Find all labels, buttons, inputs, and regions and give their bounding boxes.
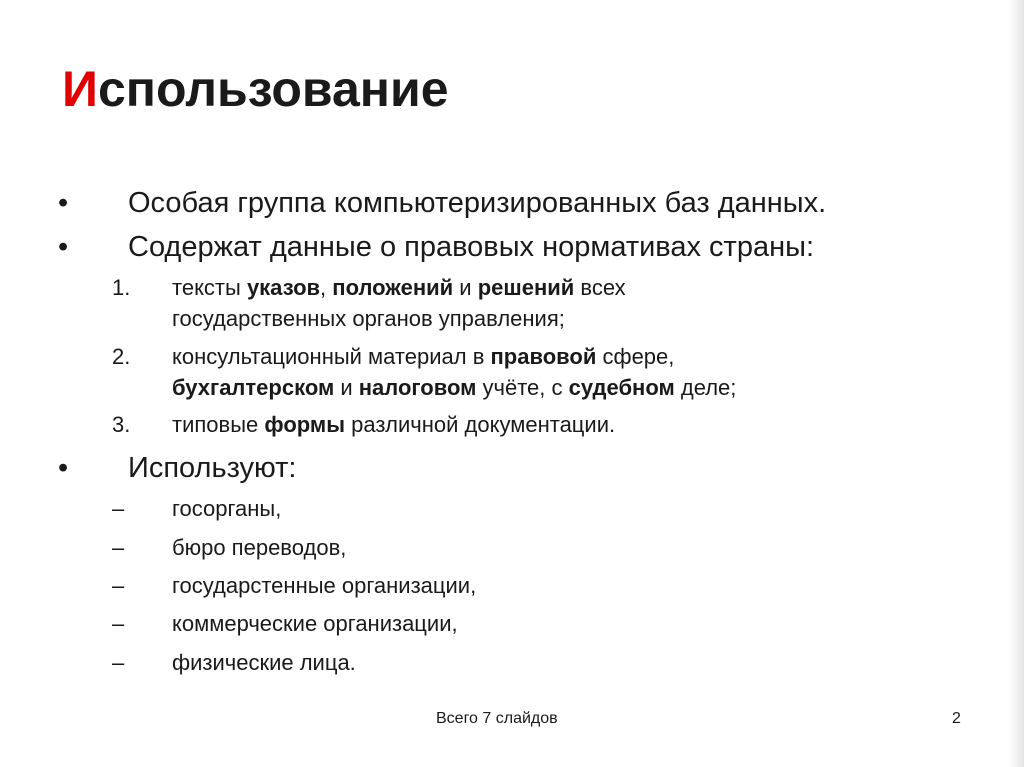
text: , (320, 275, 333, 300)
text: деле; (674, 375, 737, 400)
numbered-item-line (172, 274, 626, 302)
dash-marker: – (112, 535, 125, 560)
numbered-item-line (172, 411, 615, 439)
footer-slide-count: Всего 7 слайдов (436, 710, 558, 727)
user-item: коммерческие организации, (172, 611, 458, 636)
bold-term: бухгалтерском (172, 375, 335, 400)
bold-term: правовой (490, 344, 597, 369)
bullet-item: Особая группа компьютеризированных баз данных. (128, 187, 827, 219)
text: и (453, 275, 478, 300)
bullet-marker: • (58, 187, 69, 219)
text: учёте, с (476, 375, 569, 400)
user-item: государстенные организации, (172, 573, 477, 598)
dash-marker: – (112, 611, 125, 636)
footer-page-number: 2 (952, 710, 961, 727)
bold-term: судебном (568, 375, 675, 400)
title-rest: спользование (97, 61, 449, 117)
user-item: бюро переводов, (172, 535, 347, 560)
bullet-marker: • (58, 452, 69, 484)
text: тексты (172, 275, 247, 300)
text: консультационный материал в (172, 344, 491, 369)
bold-term: указов (246, 275, 321, 300)
numbered-marker: 1. (112, 275, 131, 300)
bold-term: формы (264, 412, 345, 437)
numbered-marker: 2. (112, 344, 131, 369)
numbered-item-line: государственных органов управления; (172, 306, 565, 331)
bullet-marker: • (58, 231, 69, 263)
text: всех (574, 275, 626, 300)
dash-marker: – (112, 496, 125, 521)
bold-term: положений (332, 275, 454, 300)
slide-edge-shadow (1008, 0, 1024, 767)
slide-title (62, 62, 449, 117)
title-first-letter: И (62, 61, 98, 117)
dash-marker: – (112, 573, 125, 598)
text: типовые (172, 412, 265, 437)
numbered-item-line (172, 374, 736, 402)
user-item: госорганы, (172, 496, 282, 521)
numbered-item-line (172, 343, 674, 371)
text: различной документации. (344, 412, 616, 437)
bullet-item: Используют: (128, 452, 297, 484)
dash-marker: – (112, 650, 125, 675)
bold-term: решений (477, 275, 575, 300)
numbered-marker: 3. (112, 412, 131, 437)
text: сфере, (596, 344, 675, 369)
bullet-item: Содержат данные о правовых нормативах страны: (128, 231, 815, 263)
text: и (334, 375, 359, 400)
user-item: физические лица. (172, 650, 356, 675)
bold-term: налоговом (358, 375, 477, 400)
